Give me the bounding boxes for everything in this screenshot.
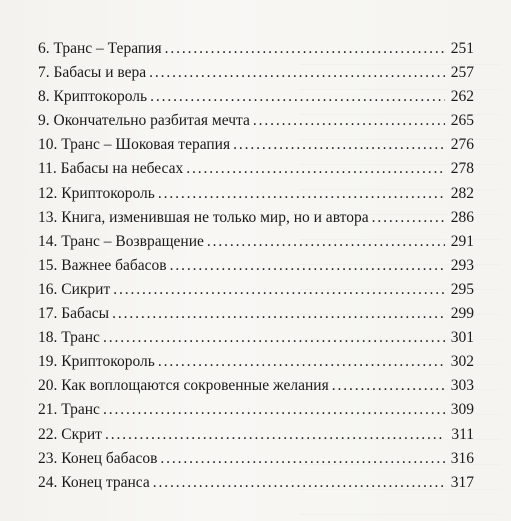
toc-entry	[38, 133, 474, 157]
dot-leader	[165, 37, 445, 61]
toc-entry-title: 13. Книга, изменившая не только мир, но и автора	[38, 208, 369, 226]
toc-entry	[38, 374, 474, 398]
dot-leader	[332, 374, 445, 398]
dot-leader	[103, 398, 445, 422]
dot-leader	[253, 109, 445, 133]
toc-entry-page-number: 265	[450, 112, 474, 130]
toc-entry-title: 18. Транс	[38, 329, 100, 347]
toc-entry-page-number: 291	[450, 232, 474, 250]
toc-entry-page-number: 257	[450, 64, 474, 82]
toc-entry	[38, 85, 474, 109]
toc-entry	[38, 326, 474, 350]
toc-entry	[38, 206, 474, 230]
toc-entry-title: 15. Важнее бабасов	[38, 256, 167, 274]
toc-entry-title: 10. Транс – Шоковая терапия	[38, 136, 231, 154]
toc-entry	[38, 447, 474, 471]
dot-leader	[158, 350, 445, 374]
toc-entry	[38, 350, 474, 374]
toc-entry-title: 21. Транс	[38, 401, 100, 419]
dot-leader	[105, 423, 445, 447]
toc-entry-title: 9. Окончательно разбитая мечта	[38, 112, 250, 130]
toc-entry	[38, 182, 474, 206]
toc-entry	[38, 37, 474, 61]
toc-entry-title: 23. Конец бабасов	[38, 449, 158, 467]
toc-entry-title: 19. Криптокороль	[38, 353, 155, 371]
dot-leader	[186, 157, 445, 181]
toc-entry-page-number: 311	[451, 425, 474, 443]
dot-leader	[103, 326, 445, 350]
toc-entry-page-number: 278	[450, 160, 474, 178]
toc-entry-page-number: 262	[450, 88, 474, 106]
dot-leader	[149, 61, 445, 85]
dot-leader	[160, 447, 445, 471]
toc-entry	[38, 230, 474, 254]
dot-leader	[113, 278, 445, 302]
toc-entry-page-number: 309	[450, 401, 474, 419]
toc-entry-page-number: 299	[450, 305, 474, 323]
dot-leader	[170, 254, 445, 278]
table-of-contents	[38, 37, 474, 495]
dot-leader	[112, 302, 445, 326]
toc-entry	[38, 278, 474, 302]
toc-entry-page-number: 293	[450, 256, 474, 274]
toc-entry-title: 11. Бабасы на небесах	[38, 160, 184, 178]
toc-entry	[38, 61, 474, 85]
dot-leader	[207, 230, 445, 254]
toc-entry-page-number: 276	[450, 136, 474, 154]
toc-entry	[38, 471, 474, 495]
toc-entry-title: 17. Бабасы	[38, 305, 110, 323]
dot-leader	[372, 206, 445, 230]
dot-leader	[158, 182, 445, 206]
toc-entry-title: 12. Криптокороль	[38, 184, 155, 202]
toc-entry	[38, 302, 474, 326]
toc-entry	[38, 423, 474, 447]
toc-entry-page-number: 303	[450, 377, 474, 395]
toc-entry-title: 16. Сикрит	[38, 280, 111, 298]
toc-entry-page-number: 302	[450, 353, 474, 371]
dot-leader	[153, 471, 445, 495]
toc-entry-title: 8. Криптокороль	[38, 88, 148, 106]
toc-entry-page-number: 317	[450, 473, 474, 491]
toc-entry-title: 7. Бабасы и вера	[38, 64, 147, 82]
dot-leader	[150, 85, 445, 109]
toc-entry-page-number: 282	[450, 184, 474, 202]
toc-entry	[38, 398, 474, 422]
toc-entry-title: 6. Транс – Терапия	[38, 40, 162, 57]
toc-entry-page-number: 316	[450, 449, 474, 467]
dot-leader	[233, 133, 445, 157]
toc-entry	[38, 109, 474, 133]
toc-entry-page-number: 295	[450, 280, 474, 298]
toc-entry-title: 20. Как воплощаются сокровенные желания	[38, 377, 329, 395]
toc-entry-title: 24. Конец транса	[38, 473, 150, 491]
toc-entry-page-number: 286	[450, 208, 474, 226]
toc-entry	[38, 157, 474, 181]
toc-entry-page-number: 301	[450, 329, 474, 347]
toc-entry-title: 22. Скрит	[38, 425, 102, 443]
toc-entry	[38, 254, 474, 278]
toc-entry-title: 14. Транс – Возвращение	[38, 232, 204, 250]
toc-entry-page-number: 251	[450, 40, 474, 57]
